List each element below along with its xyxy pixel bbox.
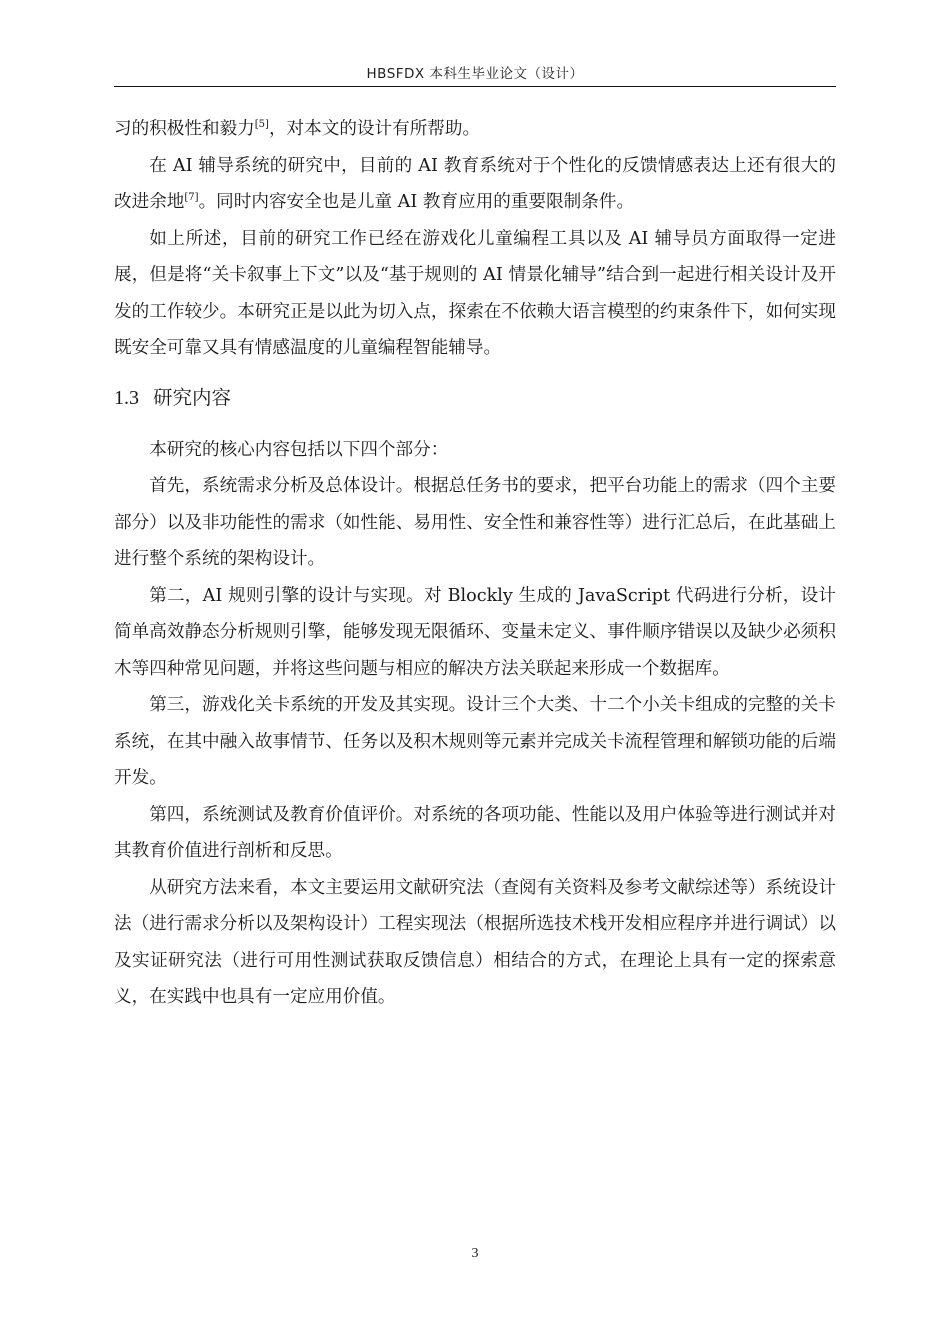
paragraph-first: 首先，系统需求分析及总体设计。根据总任务书的要求，把平台功能上的需求（四个主要部分）以及非功能性的需求（如性能、易用性、安全性和兼容性等）进行汇总后，在此基础上进行整个系统的架构设计。 — [114, 476, 836, 569]
paragraph-third: 第三，游戏化关卡系统的开发及其实现。设计三个大类、十二个小关卡组成的完整的关卡系统，在其中融入故事情节、任务以及积木规则等元素并完成关卡流程管理和解锁功能的后端开发。 — [114, 695, 836, 788]
section-heading — [114, 368, 836, 428]
paragraph-3 — [114, 221, 836, 367]
header-divider — [114, 86, 836, 87]
body-content — [114, 111, 836, 1016]
paragraph-intro: 本研究的核心内容包括以下四个部分： — [149, 439, 449, 460]
paragraph-methods: 从研究方法来看，本文主要运用文献研究法（查阅有关资料及参考文献综述等）系统设计法（进行需求分析以及架构设计）工程实现法（根据所选技术栈开发相应程序并进行调试）以及实证研究法（进行可用性测试获取反馈信息）相结合的方式，在理论上具有一定的探索意义，在实践中也具有一定应用价值。 — [114, 877, 836, 1007]
paragraph-1-text-a: 习的积极性和毅力 — [114, 119, 255, 139]
section-title: 研究内容 — [153, 385, 232, 409]
running-header: HBSFDX 本科生毕业论文（设计） — [366, 66, 584, 82]
citation-5[interactable]: [5] — [254, 119, 269, 130]
citation-7[interactable]: [7] — [184, 192, 199, 203]
paragraph-2-text-a: 在 AI 辅导系统的研究中，目前的 AI 教育系统对于个性化的反馈情感表达上还有很大的改进余地 — [114, 155, 836, 212]
paragraph-1 — [114, 111, 836, 148]
section-number: 1.3 — [114, 386, 139, 409]
paragraph-3-text: 如上所述，目前的研究工作已经在游戏化儿童编程工具以及 AI 辅导员方面取得一定进展，但是将“关卡叙事上下文”以及“基于规则的 AI 情景化辅导”结合到一起进行相关设计及开发的工作较少。本研究正是以此为切入点，探索在不依赖大语言模型的约束条件下，如何实现既安全可靠又具有情感温度的儿童编程智能辅导。 — [114, 228, 836, 358]
paragraph-fourth: 第四，系统测试及教育价值评价。对系统的各项功能、性能以及用户体验等进行测试并对其教育价值进行剖析和反思。 — [114, 804, 836, 861]
page-number: 3 — [471, 1246, 479, 1261]
paragraph-second: 第二，AI 规则引擎的设计与实现。对 Blockly 生成的 JavaScript 代码进行分析，设计简单高效静态分析规则引擎，能够发现无限循环、变量未定义、事件顺序错误以及缺少必须积木等四种常见问题，并将这些问题与相应的解决方法关联起来形成一个数据库。 — [114, 585, 836, 679]
paragraph-2-text-b: 。同时内容安全也是儿童 AI 教育应用的重要限制条件。 — [198, 192, 635, 212]
paragraph-1-text-b: ，对本文的设计有所帮助。 — [268, 119, 481, 139]
paragraph-2 — [114, 148, 836, 221]
